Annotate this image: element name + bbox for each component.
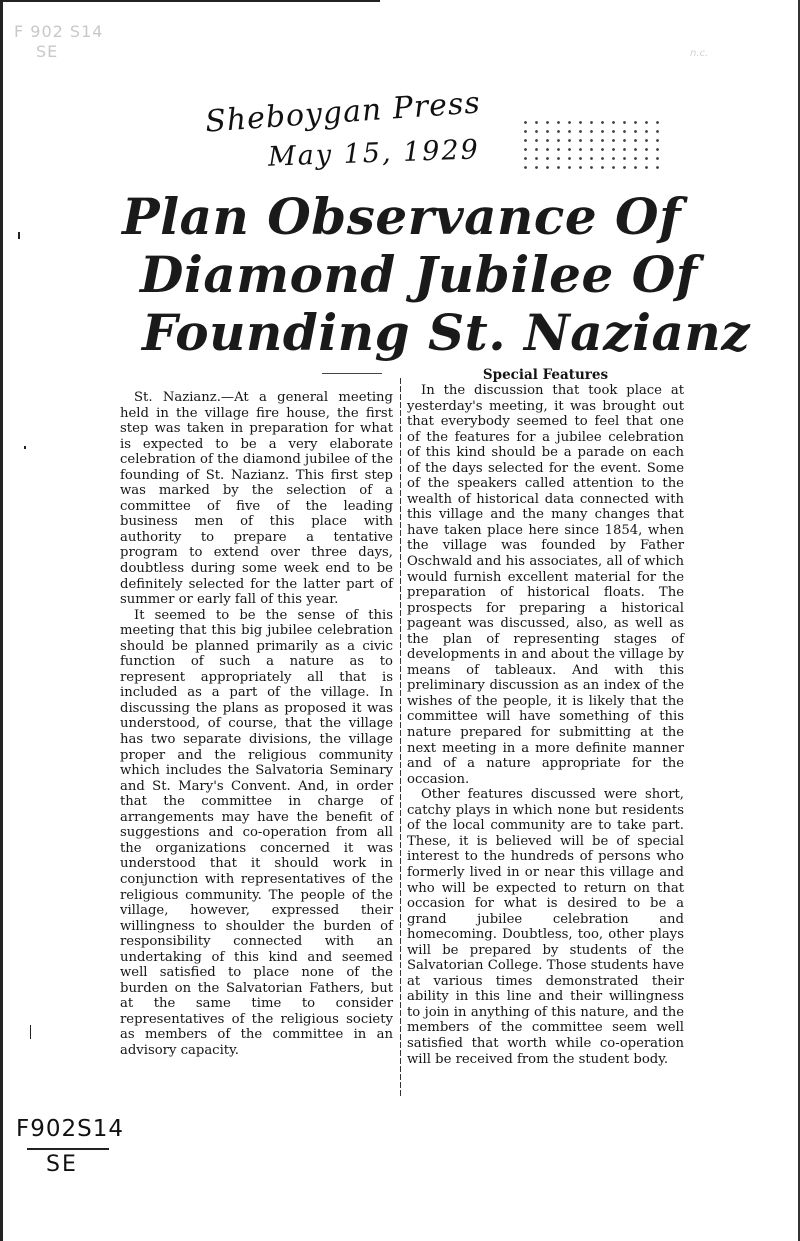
scan-edge-left (0, 0, 3, 1241)
headline-line-2: Diamond Jubilee Of (140, 245, 698, 304)
column-divider (400, 378, 401, 1098)
paragraph: Other features discussed were short, catchy plays in which none but residents of the local community are to take part. These, it is believed will be of special interest to the hundreds of persons who formerly lived in or near this village and who will be expected to return on that occasion for what is desired to be a grand jubilee celebration and homecoming. Doubtless, too, other plays will be prepared by students of the Salvatorian College. Those students have at various times demonstrated their ability in this line and their willingness to join in anything of this nature, and the members of the committee seem well satisfied that worth while co-operation will be received from the student body. (407, 787, 684, 1067)
faint-reference-sub: SE (36, 42, 59, 61)
handwritten-date: May 15, 1929 (267, 134, 481, 173)
paragraph: St. Nazianz.—At a general meeting held in the village fire house, the first step was taken in preparation for what is expected to be a very elaborate celebration of the diamond jubilee of the founding of St. Nazianz. This first step was marked by the selection of a committee of five of the leading business men of this place with authority to prepare a tentative program to extend over three days, doubtless during some week end to be definitely selected for the latter part of summer or early fall of this year. (120, 390, 393, 608)
stamp-dot-pattern (520, 118, 665, 170)
handwritten-underline (27, 1148, 109, 1150)
margin-speck (24, 446, 26, 449)
margin-speck (18, 232, 20, 239)
scan-edge-top (0, 0, 380, 2)
subheading-special-features: Special Features (482, 367, 609, 383)
headline-line-1: Plan Observance Of (122, 187, 682, 246)
faint-reference-number: F 902 S14 (14, 22, 104, 41)
faint-catalog-reference (14, 22, 103, 62)
paragraph: In the discussion that took place at yesterday's meeting, it was brought out that everybody seemed to feel that one of the features for a jubilee celebration of this kind should be a parade on each of the days selected for the event. Some of the speakers called attention to the wealth of historical data connected with this village and the many changes that have taken place here since 1854, when the village was founded by Father Oschwald and his associates, all of which would furnish excellent material for the preparation of historical floats. The prospects for preparing a historical pageant was discussed, also, as well as the plan of representing stages of developments in and about the village by means of tableaux. And with this preliminary discussion as an index of the wishes of the people, it is likely that the committee will have something of this nature prepared for submitting at the next meeting in a more definite manner and of a nature appropriate for the occasion. (407, 383, 684, 787)
article-headline (118, 187, 751, 362)
faint-corner-mark: n.c. (690, 48, 709, 59)
paragraph: It seemed to be the sense of this meeting that this big jubilee celebration should be planned primarily as a civic function of such a nature as to represent appropriately all that is included as a part of the village. In discussing the plans as proposed it was understood, of course, that the village has two separate divisions, the village proper and the religious community which includes the Salvatoria Seminary and St. Mary's Convent. And, in order that the committee in charge of arrangements may have the benefit of suggestions and co-operation from all the organizations concerned it was understood that it should work in conjunction with representatives of the religious community. The people of the village, however, expressed their willingness to shoulder the burden of responsibility connected with an undertaking of this kind and seemed well satisfied to place none of the burden on the Salvatorian Fathers, but at the same time to consider representatives of the religious society as members of the committee in an advisory capacity. (120, 607, 393, 1058)
handwritten-catalog-number: F902S14 (16, 1116, 124, 1142)
article-column-right (407, 367, 684, 1067)
headline-line-3: Founding St. Nazianz (142, 303, 751, 362)
handwritten-catalog-sub: SE (46, 1152, 78, 1177)
article-column-left (120, 390, 393, 1059)
margin-speck (30, 1025, 31, 1039)
handwritten-source: Sheboygan Press (204, 85, 482, 140)
headline-rule (322, 373, 382, 374)
